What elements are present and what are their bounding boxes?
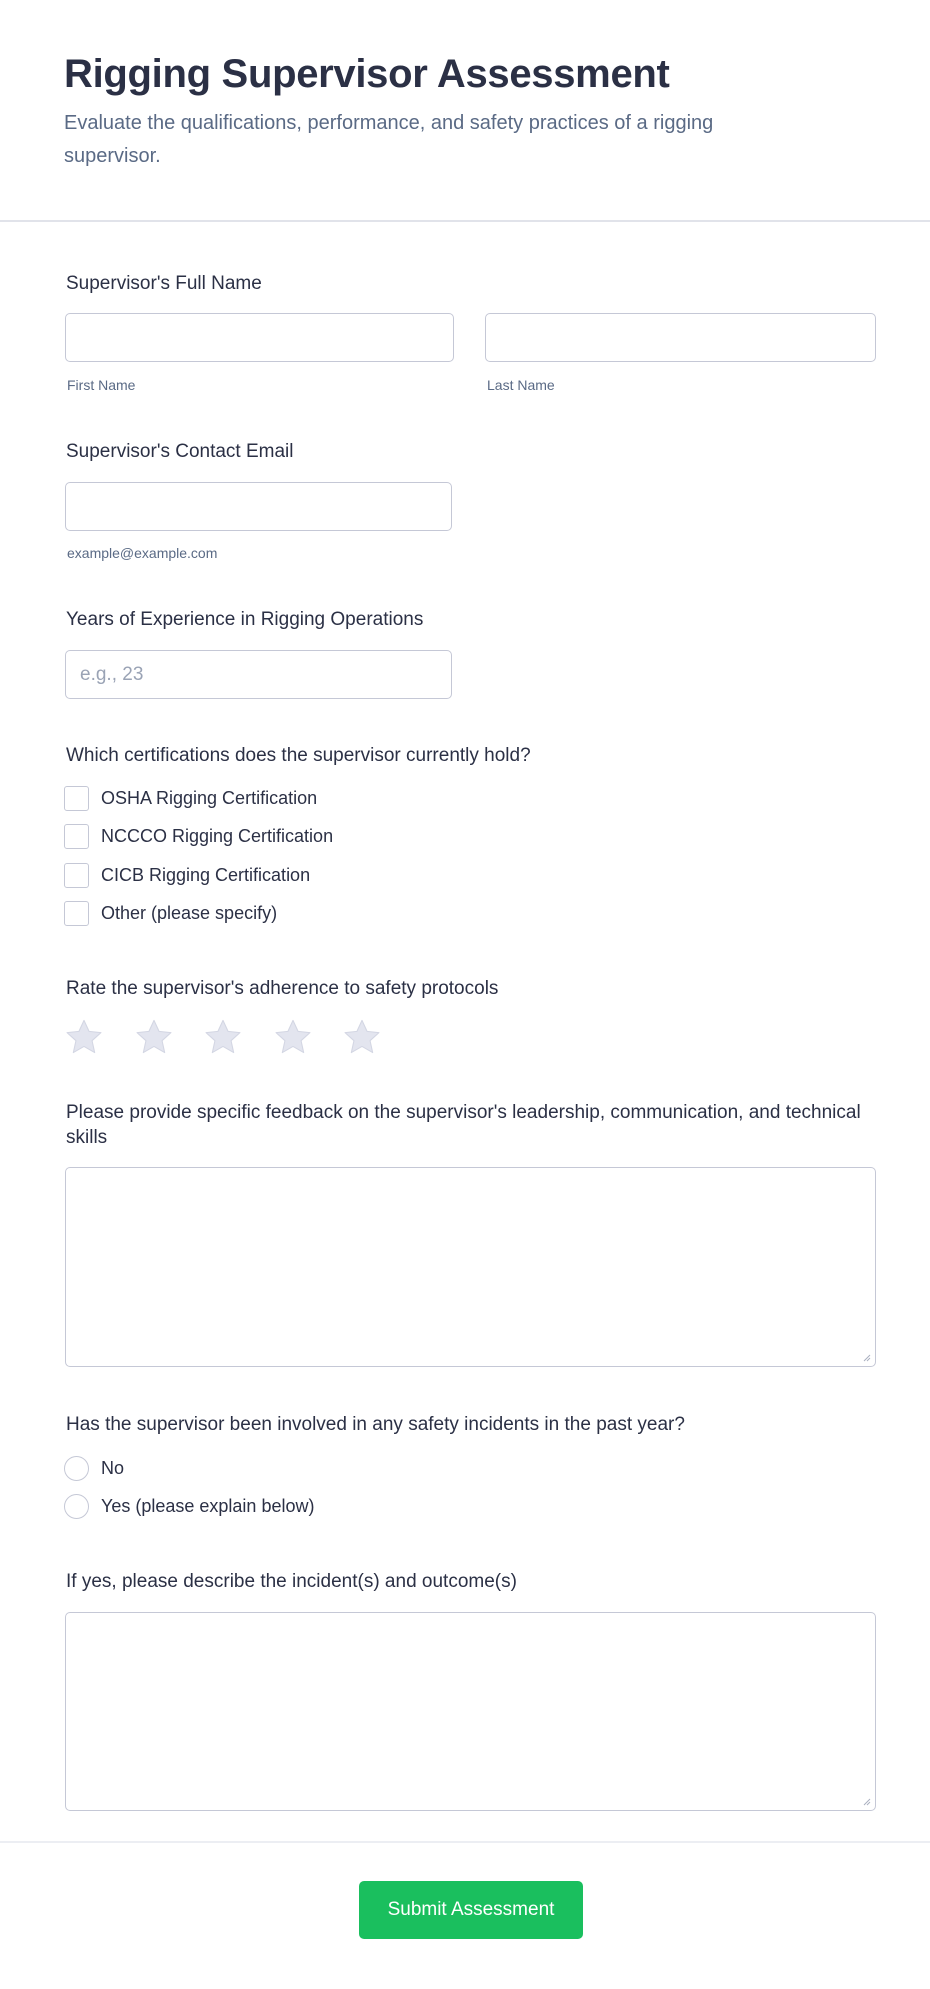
first-name-sublabel: First Name [67,377,136,393]
star-icon[interactable] [202,1016,244,1058]
incident-details-field[interactable] [65,1612,876,1811]
option-label: No [101,1458,125,1478]
email-field[interactable] [65,482,452,531]
incident-details-textarea[interactable] [66,1613,875,1810]
checkbox-osha[interactable] [64,786,89,811]
feedback-textarea[interactable] [66,1168,875,1366]
email-sublabel: example@example.com [67,545,218,561]
feedback-field[interactable] [65,1167,876,1367]
option-label: NCCCO Rigging Certification [101,826,334,846]
checkbox-nccco[interactable] [64,824,89,849]
footer-divider [0,1841,930,1843]
option-label: Yes (please explain below) [101,1496,315,1516]
first-name-input[interactable] [66,314,453,361]
radio-yes[interactable] [64,1494,89,1519]
star-icon[interactable] [272,1016,314,1058]
full-name-label: Supervisor's Full Name [66,273,262,294]
star-icon[interactable] [63,1016,105,1058]
incident-details-label: If yes, please describe the incident(s) and outcome(s) [66,1571,517,1592]
radio-no[interactable] [64,1456,89,1481]
option-label: CICB Rigging Certification [101,865,311,885]
header-divider [0,220,930,222]
experience-field[interactable] [65,650,452,699]
star-icon[interactable] [133,1016,175,1058]
option-label: OSHA Rigging Certification [101,788,318,808]
resize-handle-icon[interactable] [861,1796,871,1806]
checkbox-other[interactable] [64,901,89,926]
experience-input[interactable] [66,651,451,698]
email-input[interactable] [66,483,451,530]
feedback-label: Please provide specific feedback on the supervisor's leadership, communication, and technical skills [66,1102,861,1148]
incidents-label: Has the supervisor been involved in any safety incidents in the past year? [66,1414,685,1435]
last-name-sublabel: Last Name [487,377,555,393]
last-name-input[interactable] [486,314,875,361]
option-label: Other (please specify) [101,903,278,923]
resize-handle-icon[interactable] [861,1352,871,1362]
submit-button[interactable]: Submit Assessment [359,1881,583,1939]
email-label: Supervisor's Contact Email [66,441,294,462]
certifications-label: Which certifications does the supervisor currently hold? [66,745,531,766]
rating-label: Rate the supervisor's adherence to safety protocols [66,978,499,999]
page-subtitle: Evaluate the qualifications, performance, and safety practices of a rigging supervisor. [64,112,714,167]
page-title: Rigging Supervisor Assessment [64,52,670,96]
first-name-field[interactable] [65,313,454,362]
checkbox-cicb[interactable] [64,863,89,888]
experience-label: Years of Experience in Rigging Operations [66,609,424,630]
last-name-field[interactable] [485,313,876,362]
star-icon[interactable] [341,1016,383,1058]
